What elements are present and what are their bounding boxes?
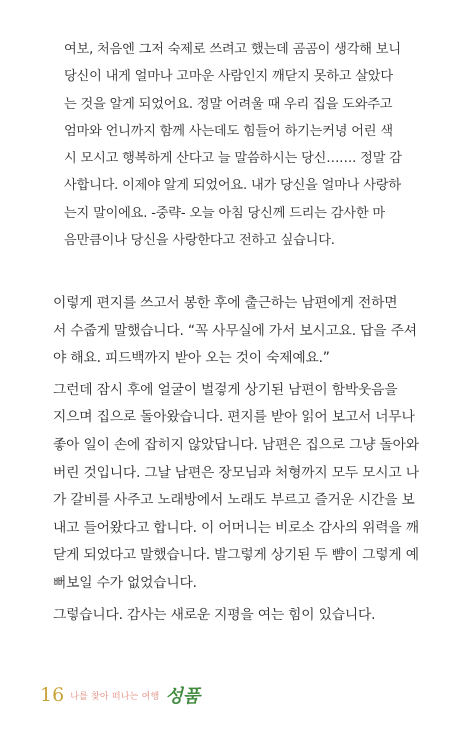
letter-line: 음만큼이나 당신을 사랑한다고 전하고 싶습니다.: [64, 233, 335, 249]
paragraph: [53, 377, 423, 598]
letter-line: 여보, 처음엔 그저 숙제로 쓰려고 했는데 곰곰이 생각해 보니: [64, 42, 401, 57]
paragraph-line: 가 갈비를 사주고 노래방에서 노래도 부르고 즐거운 시간을 보: [53, 492, 415, 509]
paragraph-line: 서 수줍게 말했습니다. “꼭 사무실에 가서 보시고요. 답을 주셔: [53, 322, 417, 339]
paragraph-line: 버린 것입니다. 그날 남편은 장모님과 처형까지 모두 모시고 나: [53, 464, 419, 481]
letter-line: 엄마와 언니까지 함께 사는데도 힘들어 하기는커녕 어린 색: [64, 123, 393, 139]
page-number: 16: [40, 684, 65, 706]
paragraph-line: 그렇습니다. 감사는 새로운 지평을 여는 힘이 있습니다.: [53, 606, 376, 623]
paragraph-line: 그런데 잠시 후에 얼굴이 벌겋게 상기된 남편이 함박웃음을: [53, 381, 398, 398]
letter-line: 당신이 내게 얼마나 고마운 사람인지 깨닫지 못하고 살았다: [64, 69, 393, 85]
running-book-title: 나를 찾아 떠나는 여행: [70, 691, 160, 702]
paragraph-line: 야 해요. 피드백까지 받아 오는 것이 숙제예요.”: [53, 350, 330, 367]
letter-quote: [64, 36, 416, 254]
letter-line: 는 것을 알게 되었어요. 정말 어려울 때 우리 집을 도와주고: [64, 96, 393, 112]
paragraph: [53, 602, 423, 630]
paragraph: [53, 290, 423, 373]
letter-line: 는지 말이에요. -중략- 오늘 아침 당신께 드리는 감사한 마: [64, 205, 385, 221]
paragraph-line: 내고 들어왔다고 합니다. 이 어머니는 비로소 감사의 위력을 깨: [53, 519, 419, 536]
body-text: [53, 290, 423, 629]
brand-logo: 성품: [165, 686, 201, 707]
page-footer: [40, 680, 200, 710]
paragraph-line: 이렇게 편지를 쓰고서 봉한 후에 출근하는 남편에게 전하면: [53, 295, 398, 311]
paragraph-line: 좋아 일이 손에 잡히지 않았답니다. 남편은 집으로 그냥 돌아와: [53, 436, 419, 453]
letter-line: 시 모시고 행복하게 산다고 늘 말씀하시는 당신……. 정말 감: [64, 151, 402, 167]
paragraph-line: 닫게 되었다고 말했습니다. 발그렇게 상기된 두 뺨이 그렇게 예: [53, 547, 419, 564]
paragraph-line: 뻐보일 수가 없었습니다.: [53, 574, 197, 591]
paragraph-line: 지으며 집으로 돌아왔습니다. 편지를 받아 읽어 보고서 너무나: [53, 409, 415, 426]
letter-line: 사합니다. 이제야 알게 되었어요. 내가 당신을 얼마나 사랑하: [64, 178, 401, 194]
